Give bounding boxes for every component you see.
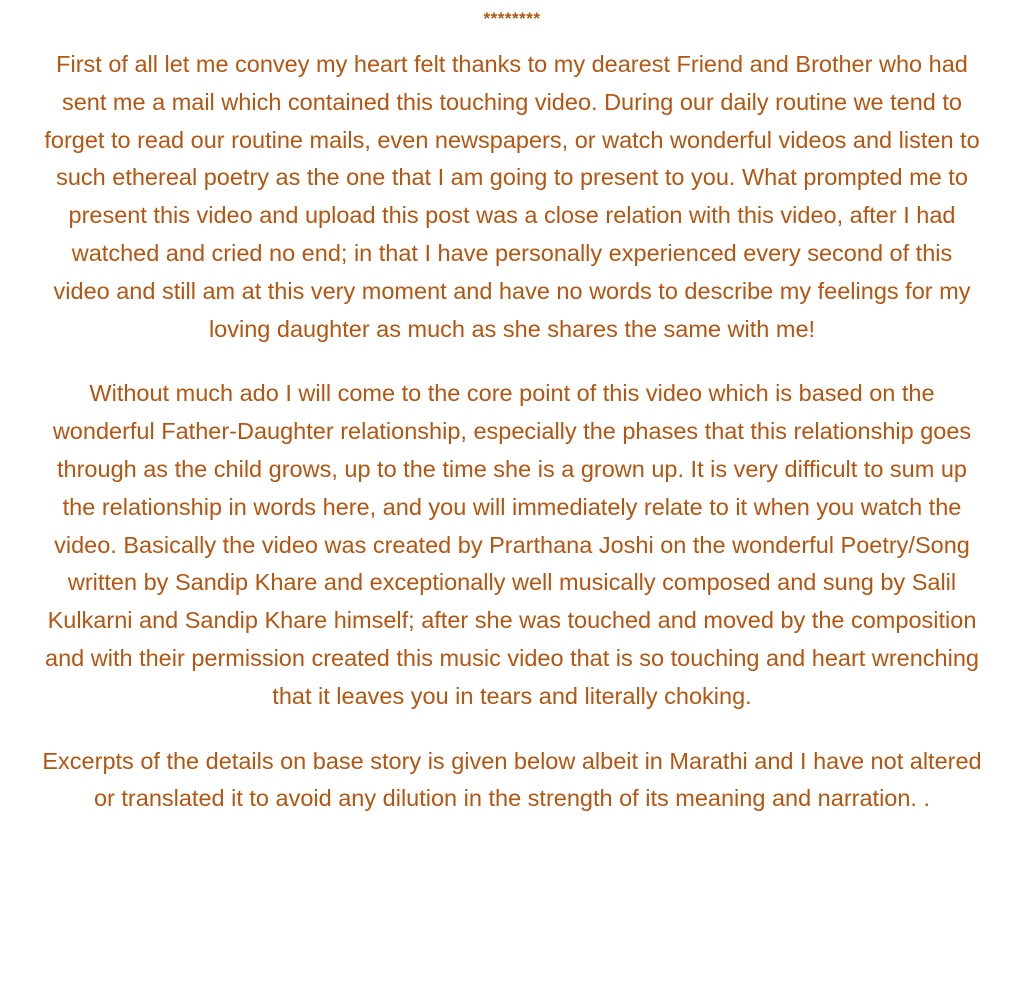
paragraph-intro: First of all let me convey my heart felt thanks to my dearest Friend and Brother who had sent me a mail which contained this touching video. During our daily routine we tend to forget to read our routine mails, even newspapers, or watch wonderful videos and listen to such ethereal poetry as the one that I am going to present to you. What prompted me to present this video and upload this post was a close relation with this video, after I had watched and cried no end; in that I have personally experienced every second of this video and still am at this very moment and have no words to describe my feelings for my loving daughter as much as she shares the same with me! xyxy=(44,51,980,342)
separator-asterisks: ******** xyxy=(483,9,541,28)
paragraph-video-description: Without much ado I will come to the core point of this video which is based on the wonderful Father-Daughter relationship, especially the phases that this relationship goes through as the child grows, up to the time she is a grown up. It is very difficult to sum up the relationship in words here, and you will immediately relate to it when you watch the video. Basically the video was created by Prarthana Joshi on the wonderful Poetry/Song written by Sandip Khare and exceptionally well musically composed and sung by Salil Kulkarni and Sandip Khare himself; after she was touched and moved by the composition and with their permission created this music video that is so touching and heart wrenching that it leaves you in tears and literally choking. xyxy=(45,380,979,709)
paragraph-excerpts-note: Excerpts of the details on base story is given below albeit in Marathi and I have not altered or translated it to avoid any dilution in the strength of its meaning and narration. . xyxy=(42,747,982,812)
